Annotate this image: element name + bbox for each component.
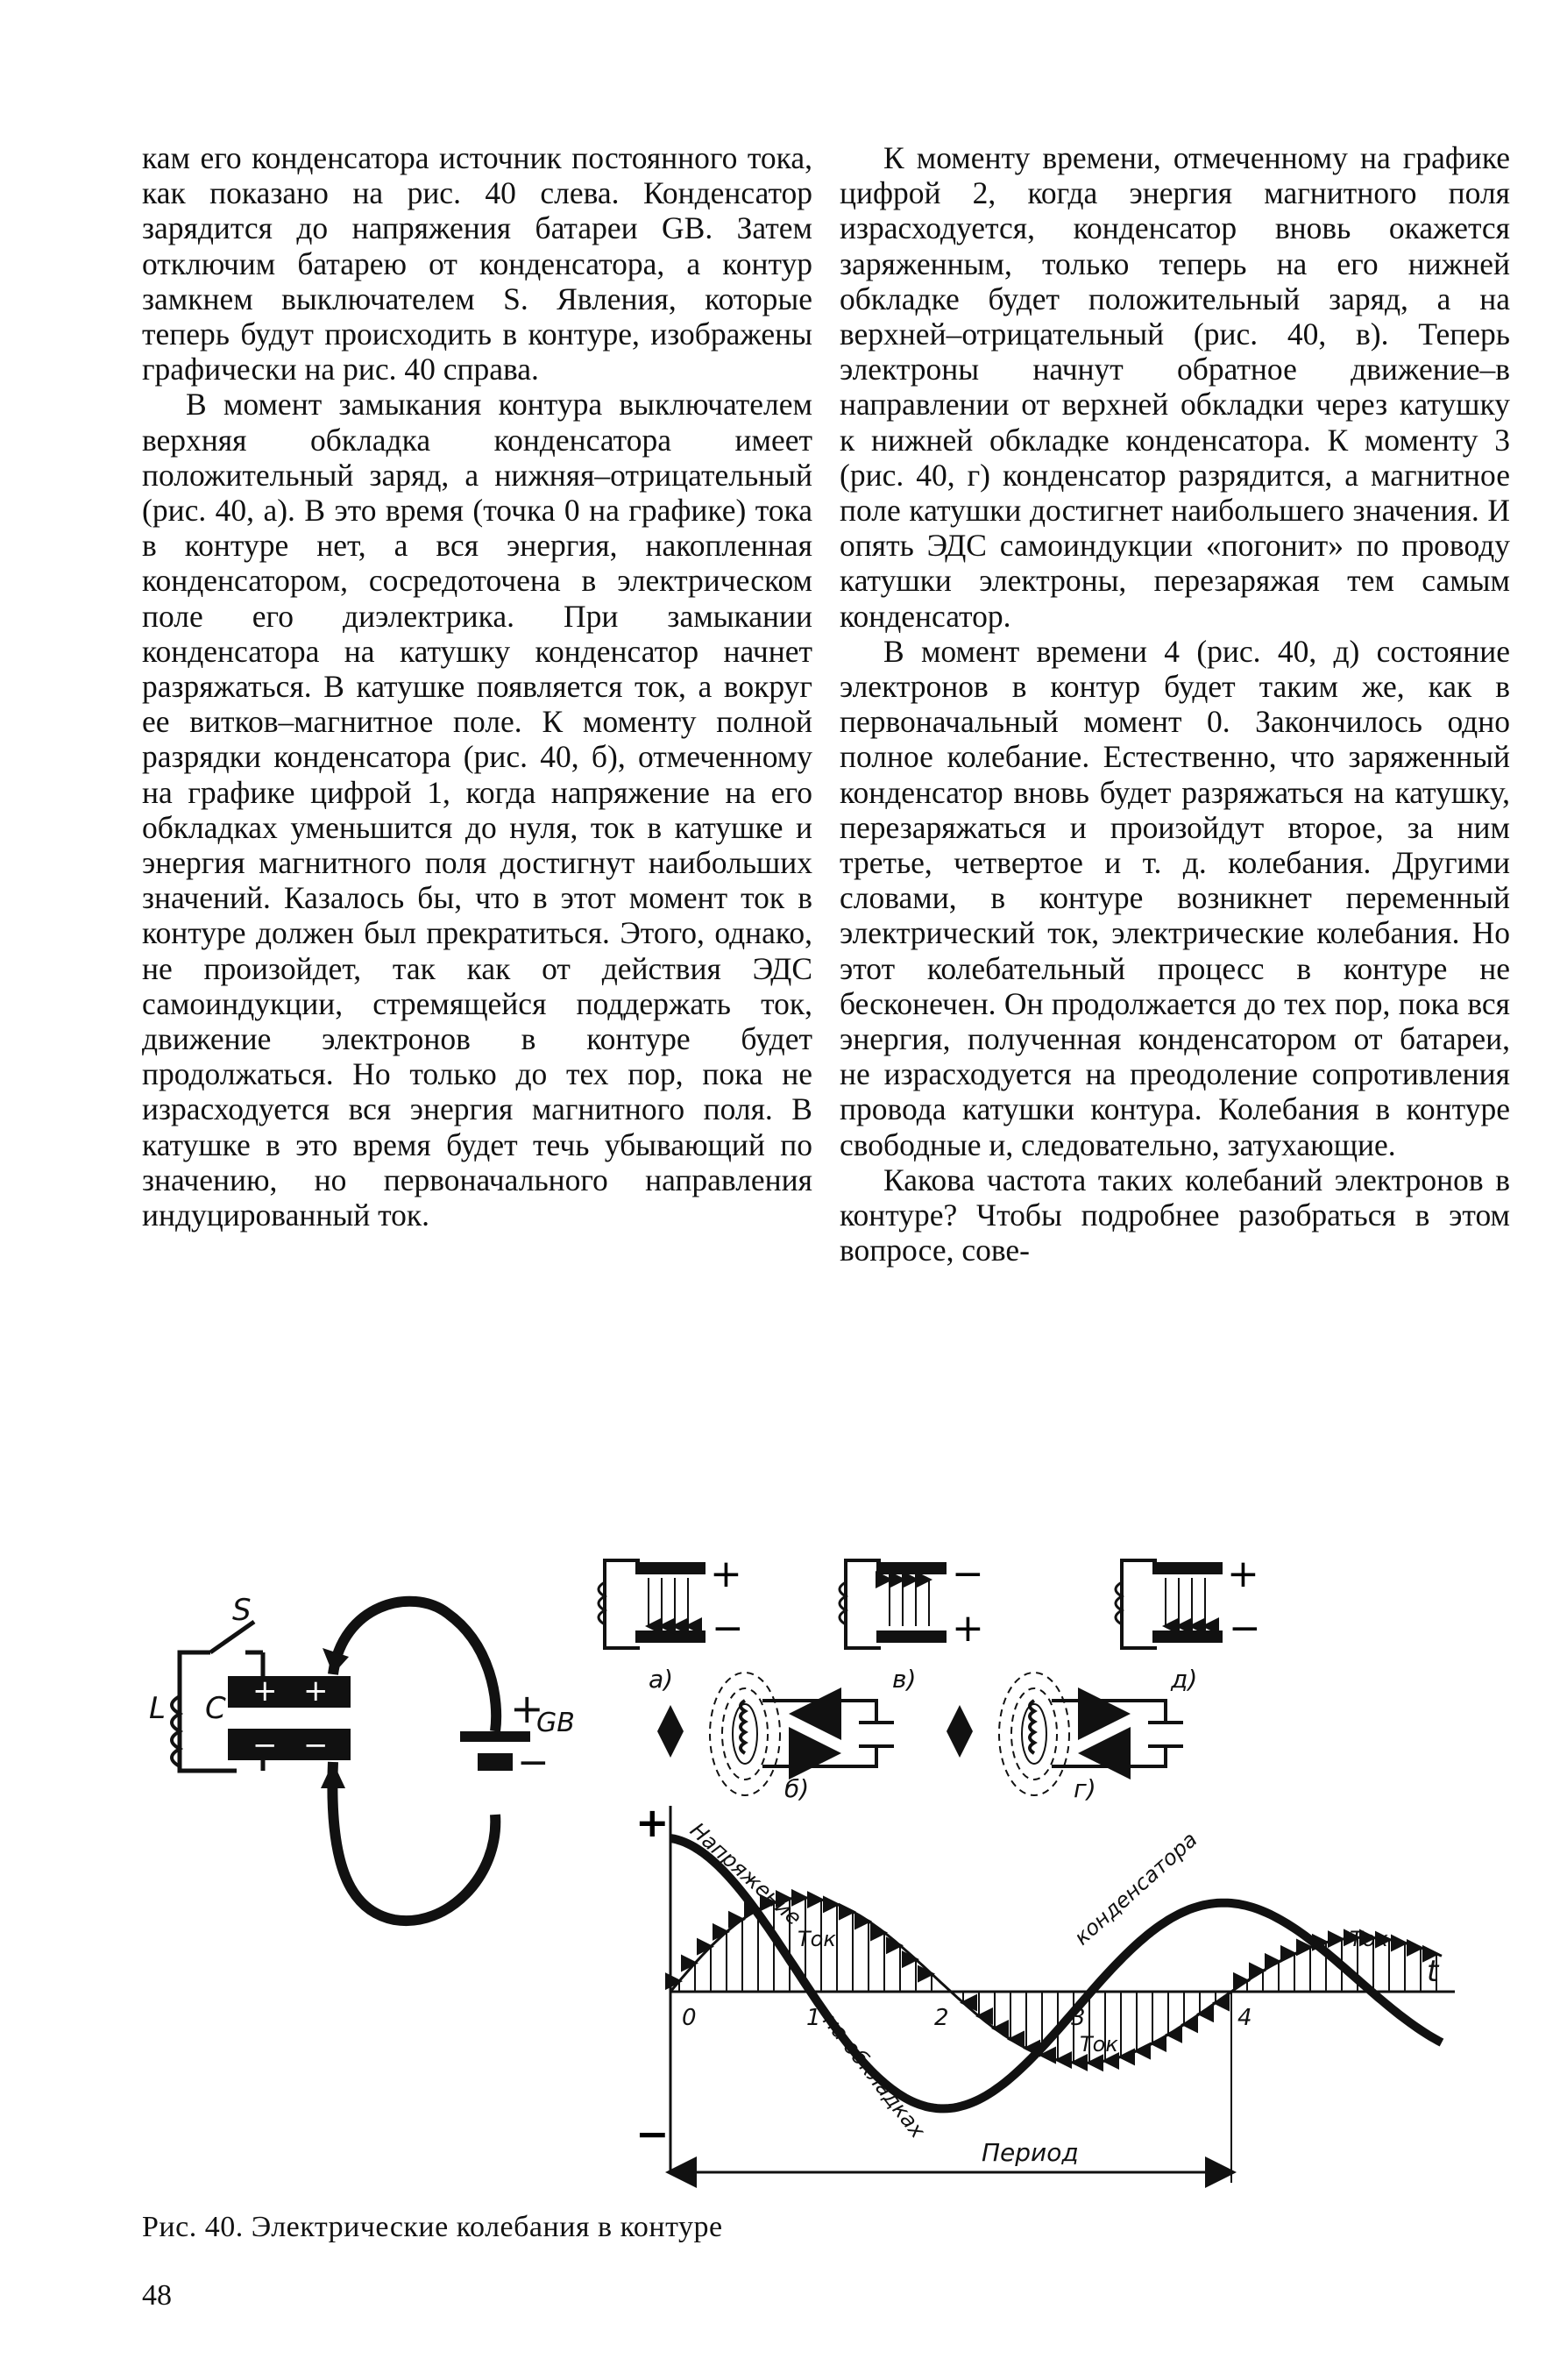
- axis-plus: +: [635, 1799, 670, 1846]
- svg-text:−: −: [1229, 1606, 1261, 1651]
- panel-g-label: г): [1074, 1774, 1096, 1803]
- switch-label: S: [232, 1593, 252, 1628]
- figure-caption: Рис. 40. Электрические колебания в контуре: [142, 2211, 723, 2243]
- point-3: 3: [1071, 2005, 1086, 2031]
- voltage-label: Напряжение: [684, 1817, 807, 1930]
- battery-plate-short: [478, 1753, 513, 1771]
- point-4: 4: [1237, 2005, 1252, 2031]
- svg-text:+: +: [1227, 1552, 1259, 1596]
- coil-label: L: [149, 1691, 166, 1726]
- current-label: Ток: [1350, 1927, 1388, 1951]
- point-2: 2: [934, 2005, 949, 2031]
- right-text-column: [840, 140, 1510, 1268]
- svg-text:+: +: [710, 1552, 742, 1596]
- period-label: Период: [982, 2138, 1079, 2167]
- page-number: 48: [142, 2279, 172, 2312]
- svg-text:+: +: [303, 1673, 329, 1709]
- left-text-column: [142, 140, 812, 1233]
- svg-text:−: −: [517, 1740, 550, 1785]
- svg-text:−: −: [952, 1552, 984, 1596]
- paragraph: В момент замыкания контура выключателем верхняя обкладка конденсатора имеет положительный заряд, а нижняя–отрицательный (рис. 40, а). В это время (точка 0 на графике) тока в контуре нет, а вся энергия, накопленная конденсатором, сосредоточена в электрическом поле его диэлектрика. При замыкании конденсатора на катушку конденсатор начнет разряжаться. В катушке появляется ток, а вокруг ее витков–магнитное поле. К моменту полной разрядки конденсатора (рис. 40, б), отмеченному на графике цифрой 1, когда напряжение на его обкладках уменьшится до нуля, ток в катушке и энергия магнитного поля достигнут наибольших значений. Казалось бы, что в этот момент ток в контуре должен был прекратиться. Этого, однако, не произойдет, так как от действия ЭДС самоиндукции, стремящейся поддержать ток, движение электронов в контуре будет продолжаться. Но только до тех пор, пока не израсходуется вся энергия магнитного поля. В катушке в это время будет течь убывающий по значению, но первоначального направления индуцированный ток.: [142, 387, 812, 1233]
- svg-text:−: −: [252, 1728, 278, 1763]
- figure-40: [131, 1543, 1516, 2200]
- svg-text:+: +: [510, 1685, 544, 1732]
- capacitor-top-plate: [228, 1676, 351, 1708]
- voltage-label-3: конденсатора: [1069, 1827, 1202, 1950]
- axis-t-label: t: [1427, 1954, 1439, 1989]
- paragraph: В момент времени 4 (рис. 40, д) состояние электронов в контур будет таким же, как в первоначальный момент 0. Закончилось одно полное колебание. Естественно, что заряженный конденсатор вновь будет разряжаться на катушку, перезаряжаться и произойдут второе, за ним третье, четвертое и т. д. колебания. Другими словами, в контуре возникнет переменный электрический ток, электрические колебания. Но этот колебательный процесс в контуре не бесконечен. Он продолжается до тех пор, пока вся энергия, полученная конденсатором от батареи, не израсходуется на преодоление сопротивления провода катушки контура. Колебания в контуре свободные и, следовательно, затухающие.: [840, 633, 1510, 1162]
- point-0: 0: [682, 2005, 697, 2031]
- paragraph: К моменту времени, отмеченному на графике цифрой 2, когда энергия магнитного поля израсходуется, конденсатор вновь окажется заряженным, только теперь на его нижней обкладке будет положительный заряд, а на верхней–отрицательный (рис. 40, в). Теперь электроны начнут обратное движение–в направлении от верхней обкладки через катушку к нижней обкладке конденсатора. К моменту 3 (рис. 40, г) конденсатор разрядится, а магнитное поле катушки достигнет наибольшего значения. И опять ЭДС самоиндукции «погонит» по проводу катушки электроны, перезаряжая тем самым конденсатор.: [840, 140, 1510, 634]
- panel-d-label: д): [1171, 1665, 1198, 1694]
- lc-circuit-diagram: [149, 1593, 575, 1921]
- panel-g: [947, 1673, 1183, 1803]
- svg-text:−: −: [303, 1728, 329, 1763]
- voltage-label-2: на обкладках: [818, 2008, 931, 2143]
- panel-v-label: в): [892, 1665, 917, 1694]
- panel-d: [1116, 1552, 1261, 1694]
- panel-b: [657, 1673, 894, 1803]
- point-1: 1: [806, 2005, 821, 2031]
- paragraph: Какова частота таких колебаний электронов в контуре? Чтобы подробнее разобраться в этом вопросе, сове-: [840, 1162, 1510, 1268]
- current-label: Ток: [798, 1927, 836, 1951]
- paragraph: кам его конденсатора источник постоянного тока, как показано на рис. 40 слева. Конденсатор зарядится до напряжения батареи GB. Затем отключим батарею от конденсатора, а контур замкнем выключателем S. Явления, которые теперь будут происходить в контуре, изображены графически на рис. 40 справа.: [142, 140, 812, 387]
- svg-text:+: +: [252, 1673, 278, 1709]
- panel-a: [599, 1552, 744, 1694]
- axis-minus: −: [635, 2110, 670, 2157]
- current-label: Ток: [1080, 2032, 1118, 2057]
- capacitor-bottom-plate: [228, 1729, 351, 1760]
- battery-label: GB: [536, 1708, 575, 1738]
- oscillation-graph: [635, 1799, 1455, 2183]
- panel-b-label: б): [784, 1774, 810, 1803]
- svg-text:−: −: [712, 1606, 744, 1651]
- panel-a-label: а): [649, 1665, 674, 1694]
- panel-v: [840, 1552, 984, 1694]
- capacitor-label: C: [205, 1691, 226, 1726]
- svg-text:+: +: [952, 1606, 984, 1651]
